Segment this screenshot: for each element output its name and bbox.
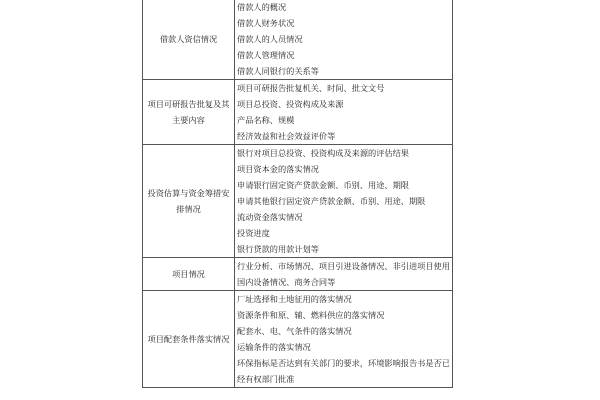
list-item: 资源条件和原、辅、燃料供应的落实情况 (237, 310, 385, 320)
category-cell (143, 258, 235, 291)
category-label: 项目可研报告批复及其主要内容 (147, 99, 230, 125)
list-item: 借款人财务状况 (237, 18, 295, 28)
table-row (143, 80, 453, 145)
list-item: 行业分析、市场情况、项目引进设备情况、非引进项目使用国内设备情况、商务合同等 (237, 261, 450, 287)
list-item: 银行对项目总投资、投资构成及来源的评估结果 (237, 148, 409, 158)
list-item: 申请其他银行固定资产贷款金额、币别、用途、期限 (237, 196, 426, 206)
table-row (143, 145, 453, 258)
list-item: 流动资金落实情况 (237, 212, 303, 222)
list-item: 银行贷款的用款计划等 (237, 244, 319, 254)
list-item: 借款人管理情况 (237, 50, 295, 60)
category-label: 投资估算与资金筹措安排情况 (147, 188, 230, 214)
category-label: 项目情况 (172, 269, 205, 279)
category-cell (143, 291, 235, 388)
category-label: 项目配套条件落实情况 (147, 334, 230, 344)
list-item: 借款人同银行的关系等 (237, 66, 319, 76)
list-item: 投资进度 (237, 228, 270, 238)
list-item: 经济效益和社会效益评价等 (237, 131, 336, 141)
items-cell (235, 145, 453, 258)
list-item: 项目资本金的落实情况 (237, 164, 319, 174)
list-item: 借款人的人员情况 (237, 34, 303, 44)
category-cell (143, 0, 235, 80)
list-item: 配套水、电、气条件的落实情况 (237, 326, 352, 336)
category-label: 借款人资信情况 (159, 34, 218, 44)
list-item: 运输条件的落实情况 (237, 342, 311, 352)
items-cell (235, 291, 453, 388)
list-item: 项目总投资、投资构成及来源 (237, 99, 344, 109)
table-row (143, 258, 453, 291)
items-cell (235, 0, 453, 80)
items-cell (235, 258, 453, 291)
category-cell (143, 80, 235, 145)
items-cell (235, 80, 453, 145)
list-item: 借款人的概况 (237, 2, 287, 12)
list-item: 环保指标是否达到有关部门的要求，环境影响报告书是否已经有权部门批准 (237, 358, 450, 384)
table-row (143, 0, 453, 80)
loan-review-table (142, 0, 453, 388)
list-item: 申请银行固定资产贷款金额、币别、用途、期限 (237, 180, 409, 190)
list-item: 厂址选择和土地征用的落实情况 (237, 294, 352, 304)
list-item: 项目可研报告批复机关、时间、批文文号 (237, 83, 385, 93)
table-row (143, 291, 453, 388)
category-cell (143, 145, 235, 258)
list-item: 产品名称、规模 (237, 115, 295, 125)
